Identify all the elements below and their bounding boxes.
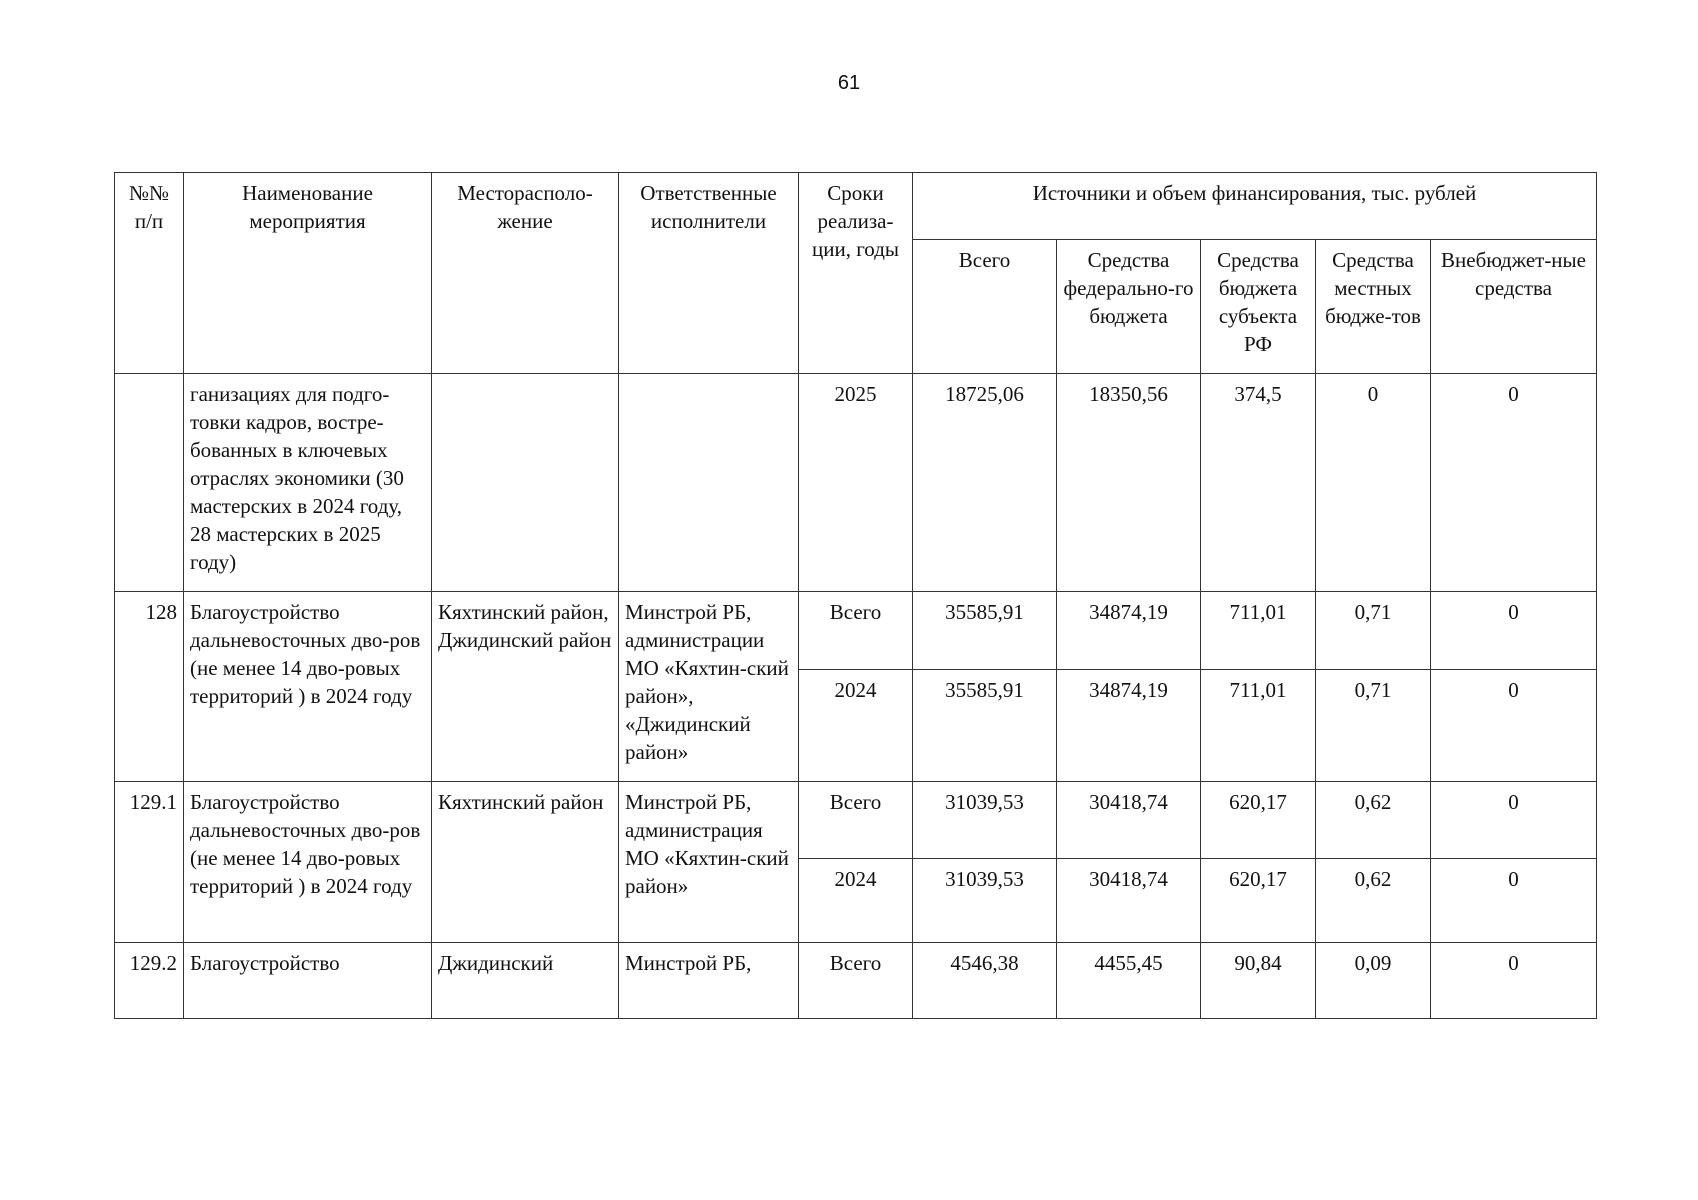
header-responsible: Ответственные исполнители bbox=[619, 173, 799, 374]
header-total: Всего bbox=[913, 240, 1057, 374]
cell-extra: 0 bbox=[1431, 374, 1597, 592]
header-funding-group: Источники и объем финансирования, тыс. рублей bbox=[913, 173, 1597, 240]
cell-period: 2024 bbox=[799, 670, 913, 782]
cell-name: Благоустройство дальневосточных дво-ров (не менее 14 дво-ровых территорий ) в 2024 году bbox=[184, 782, 432, 943]
cell-extra: 0 bbox=[1431, 859, 1597, 943]
cell-num: 129.1 bbox=[115, 782, 184, 943]
table-row bbox=[115, 943, 1597, 1019]
cell-regional: 90,84 bbox=[1201, 943, 1316, 1019]
cell-location: Кяхтинский район, Джидинский район bbox=[432, 592, 619, 782]
cell-regional: 620,17 bbox=[1201, 859, 1316, 943]
cell-period: Всего bbox=[799, 592, 913, 670]
cell-location: Кяхтинский район bbox=[432, 782, 619, 943]
header-name: Наименование мероприятия bbox=[184, 173, 432, 374]
header-row-1 bbox=[115, 173, 1597, 240]
header-regional: Средства бюджета субъекта РФ bbox=[1201, 240, 1316, 374]
cell-federal: 4455,45 bbox=[1057, 943, 1201, 1019]
cell-federal: 34874,19 bbox=[1057, 670, 1201, 782]
cell-num: 129.2 bbox=[115, 943, 184, 1019]
cell-local: 0,62 bbox=[1316, 859, 1431, 943]
cell-local: 0,71 bbox=[1316, 592, 1431, 670]
cell-federal: 18350,56 bbox=[1057, 374, 1201, 592]
cell-extra: 0 bbox=[1431, 670, 1597, 782]
cell-total: 31039,53 bbox=[913, 859, 1057, 943]
cell-name: ганизациях для подго-товки кадров, востре-бованных в ключевых отраслях экономики (30 мастерских в 2024 году, 28 мастерских в 2025 году) bbox=[184, 374, 432, 592]
cell-regional: 620,17 bbox=[1201, 782, 1316, 859]
cell-num bbox=[115, 374, 184, 592]
cell-responsible bbox=[619, 374, 799, 592]
cell-responsible: Минстрой РБ, bbox=[619, 943, 799, 1019]
cell-regional: 711,01 bbox=[1201, 670, 1316, 782]
header-period: Сроки реализа-ции, годы bbox=[799, 173, 913, 374]
header-local: Средства местных бюдже-тов bbox=[1316, 240, 1431, 374]
cell-responsible: Минстрой РБ, администрации МО «Кяхтин-ский район», «Джидинский район» bbox=[619, 592, 799, 782]
cell-total: 35585,91 bbox=[913, 592, 1057, 670]
header-extra: Внебюджет-ные средства bbox=[1431, 240, 1597, 374]
cell-regional: 711,01 bbox=[1201, 592, 1316, 670]
cell-total: 18725,06 bbox=[913, 374, 1057, 592]
cell-regional: 374,5 bbox=[1201, 374, 1316, 592]
cell-responsible: Минстрой РБ, администрация МО «Кяхтин-ский район» bbox=[619, 782, 799, 943]
cell-location bbox=[432, 374, 619, 592]
header-num: №№ п/п bbox=[115, 173, 184, 374]
cell-location: Джидинский bbox=[432, 943, 619, 1019]
cell-local: 0 bbox=[1316, 374, 1431, 592]
cell-name: Благоустройство bbox=[184, 943, 432, 1019]
cell-local: 0,71 bbox=[1316, 670, 1431, 782]
cell-period: 2024 bbox=[799, 859, 913, 943]
cell-total: 4546,38 bbox=[913, 943, 1057, 1019]
cell-federal: 30418,74 bbox=[1057, 859, 1201, 943]
cell-federal: 30418,74 bbox=[1057, 782, 1201, 859]
cell-num: 128 bbox=[115, 592, 184, 782]
page-number: 61 bbox=[837, 72, 861, 94]
table-row bbox=[115, 782, 1597, 859]
cell-name: Благоустройство дальневосточных дво-ров (не менее 14 дво-ровых территорий ) в 2024 году bbox=[184, 592, 432, 782]
cell-extra: 0 bbox=[1431, 592, 1597, 670]
header-location: Месторасполо-жение bbox=[432, 173, 619, 374]
cell-local: 0,09 bbox=[1316, 943, 1431, 1019]
cell-local: 0,62 bbox=[1316, 782, 1431, 859]
header-federal: Средства федерально-го бюджета bbox=[1057, 240, 1201, 374]
cell-total: 31039,53 bbox=[913, 782, 1057, 859]
cell-period: 2025 bbox=[799, 374, 913, 592]
cell-extra: 0 bbox=[1431, 943, 1597, 1019]
cell-extra: 0 bbox=[1431, 782, 1597, 859]
funding-table bbox=[114, 172, 1597, 1019]
cell-total: 35585,91 bbox=[913, 670, 1057, 782]
cell-federal: 34874,19 bbox=[1057, 592, 1201, 670]
cell-period: Всего bbox=[799, 943, 913, 1019]
table-row bbox=[115, 374, 1597, 592]
table-row bbox=[115, 592, 1597, 670]
cell-period: Всего bbox=[799, 782, 913, 859]
